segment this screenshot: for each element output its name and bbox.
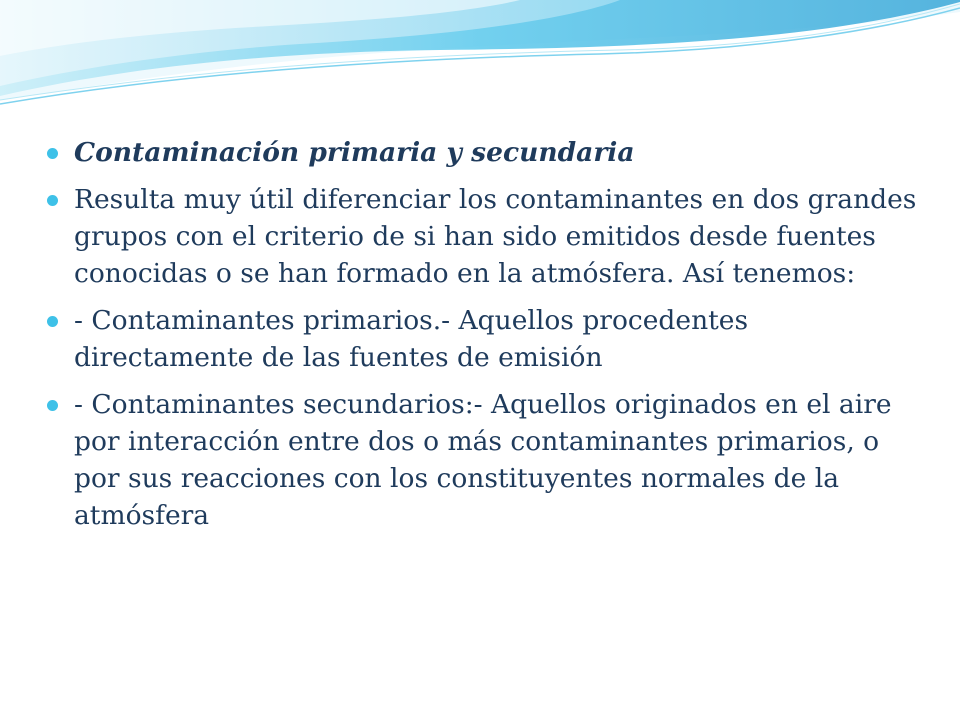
bullet-item-heading bbox=[44, 134, 924, 171]
slide-body bbox=[44, 134, 924, 544]
bullet-item-primary bbox=[44, 302, 924, 376]
bullet-text: - Contaminantes primarios.- Aquellos procedentes directamente de las fuentes de emisión bbox=[74, 305, 749, 373]
bullet-item-intro bbox=[44, 181, 924, 292]
bullet-text: Contaminación primaria y secundaria bbox=[74, 137, 635, 168]
bullet-text: Resulta muy útil diferenciar los contaminantes en dos grandes grupos con el criterio de si han sido emitidos desde fuentes conocidas o se han formado en la atmósfera. Así tenemos: bbox=[74, 184, 917, 289]
bullet-item-secondary bbox=[44, 386, 924, 534]
bullet-list bbox=[44, 134, 924, 534]
bullet-dot-icon bbox=[47, 400, 58, 411]
bullet-dot-icon bbox=[47, 148, 58, 159]
bullet-dot-icon bbox=[47, 316, 58, 327]
bullet-dot-icon bbox=[47, 195, 58, 206]
header-wave-decoration bbox=[0, 0, 960, 120]
bullet-text: - Contaminantes secundarios:- Aquellos originados en el aire por interacción entre dos o más contaminantes primarios, o por sus reacciones con los constituyentes normales de la atmósfera bbox=[74, 389, 892, 531]
